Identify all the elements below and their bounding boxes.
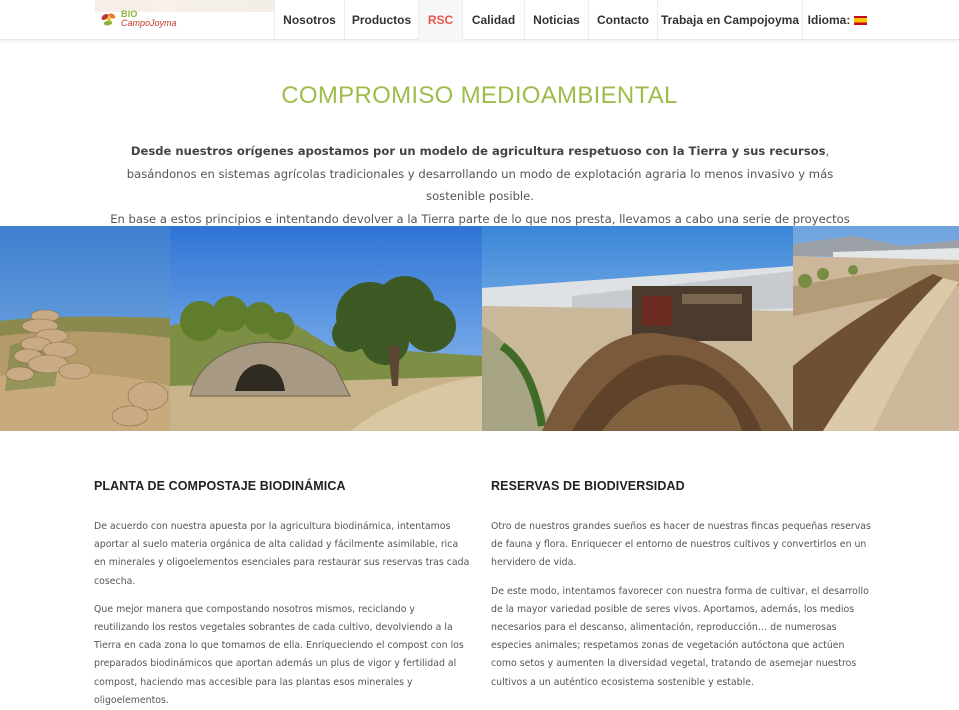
section-compost-paragraph-2: Que mejor manera que compostando nosotros mismos, reciclando y reutilizando los restos vegetales sobrantes de cada cultivo, devolviendo a la Tierra en cada zona lo que tomamos de ella. Enriqueciendo el compost con los preparados biodinámicos que aportan además un plus de vigor y fertilidad al compost, haciendo mas accesible para las plantas esos minerales y oligoelementos. [94,603,464,706]
intro-second-text: En base a estos principios e intentando devolver a la Tierra parte de lo que nos presta, llevamos a cabo una serie de proyectos [110,211,850,226]
site-logo[interactable] [99,9,177,31]
nav-item-calidad[interactable]: Calidad [462,0,524,40]
biodiversity-hedgerow-photo [793,226,959,431]
section-compost-title: PLANTA DE COMPOSTAJE BIODINÁMICA [94,479,346,493]
stone-cairn-photo [0,226,170,431]
spain-flag-icon [854,16,867,25]
nav-item-trabaja[interactable]: Trabaja en Campojoyma [657,0,802,40]
nav-item-noticias[interactable]: Noticias [524,0,588,40]
logo-name-text: CampoJoyma [121,18,177,28]
section-biodiversity-paragraph-2: De este modo, intentamos favorecer con nuestra forma de cultivar, el desarrollo de la mayor variedad posible de seres vivos. Aportamos, además, los medios necesarios para el descanso, alimentación, reproducción… de numerosas especies animales; respetamos zonas de vegetación autóctona que actúen como setos y aumenten la diversidad vegetal, tratando de asemejar nuestros cultivos a un auténtico ecosistema sostenible y estable. [491,585,869,688]
nav-item-rsc[interactable]: RSC [418,0,462,40]
section-compost-paragraph-1: De acuerdo con nuestra apuesta por la agricultura biodinámica, intentamos aportar al suelo materia orgánica de alta calidad y fácilmente asimilable, rica en minerales y oligoelementos esenciales para restaurar sus reservas tras cada cosecha. [94,521,470,587]
section-biodiversity-paragraph-1: Otro de nuestros grandes sueños es hacer de nuestras fincas pequeñas reservas de fauna y flora. Enriquecer el entorno de nuestros cultivos y convertirlos en un hervidero de vida. [491,521,871,569]
main-nav [274,0,872,40]
stone-shelter-olive-tree-photo [170,226,482,431]
section-biodiversity-title: RESERVAS DE BIODIVERSIDAD [491,479,685,493]
compost-plant-photo [482,226,793,431]
site-header [0,0,959,40]
page-title: COMPROMISO MEDIOAMBIENTAL [281,82,678,109]
language-selector[interactable] [802,0,872,40]
nav-item-nosotros[interactable]: Nosotros [274,0,344,40]
photo-band [0,226,959,431]
nav-item-productos[interactable]: Productos [344,0,418,40]
logo-bio-text: BIO [121,9,138,19]
logo-wordmark [121,9,177,31]
nav-item-contacto[interactable]: Contacto [588,0,657,40]
section-compost [94,479,472,710]
section-biodiversity [491,479,871,692]
logo-flower-icon [99,10,119,30]
intro-bold-text: Desde nuestros orígenes apostamos por un modelo de agricultura respetuoso con la Tierra y sus recursos [130,144,826,158]
intro-rest-text: , basándonos en sistemas agrícolas tradicionales y desarrollando un modo de explotación agraria lo menos invasivo y más sostenible posible. [126,144,834,203]
language-label: Idioma: [807,13,851,27]
